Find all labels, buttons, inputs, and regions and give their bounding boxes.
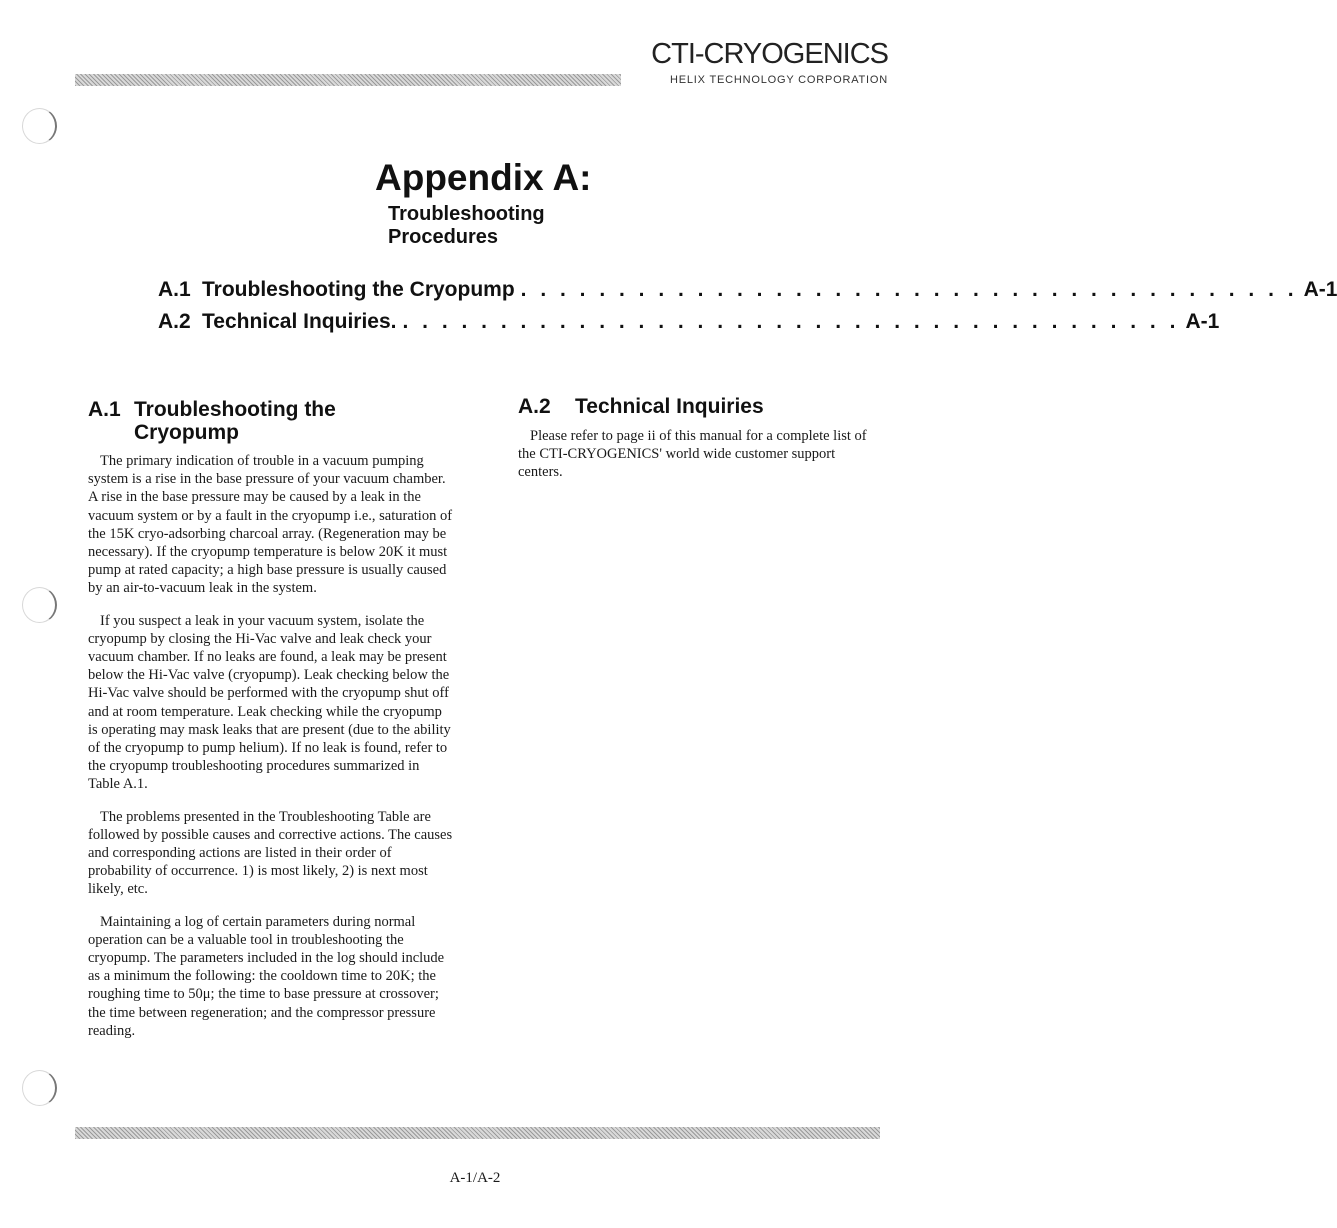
company-logo: CTI-CRYOGENICS: [651, 38, 888, 70]
section-a2: [518, 395, 883, 496]
toc-number: A.1: [158, 278, 191, 301]
toc-title: Technical Inquiries.: [202, 310, 397, 333]
paragraph: The primary indication of trouble in a vacuum pumping system is a rise in the base pressure of your vacuum chamber. A rise in the base pressure may be caused by a leak in the vacuum system or by a fault in the cryopump i.e., saturation of the 15K cryo-adsorbing charcoal array. (Regeneration may be necessary). If the cryopump temperature is below 20K it must pump at rated capacity; a high base pressure is usually caused by an air-to-vacuum leak in the system.: [88, 453, 453, 597]
section-number: A.2: [518, 395, 551, 418]
binder-hole-top: [22, 108, 57, 144]
binder-hole-middle: [22, 587, 57, 623]
company-tagline: HELIX TECHNOLOGY CORPORATION: [670, 74, 888, 86]
header-rule: [75, 74, 621, 86]
section-title-line2: Cryopump: [134, 421, 239, 444]
section-number: A.1: [88, 398, 121, 421]
section-a1-heading: [88, 398, 453, 444]
appendix-subtitle: [388, 203, 545, 249]
paragraph: If you suspect a leak in your vacuum system, isolate the cryopump by closing the Hi-Vac valve and leak check your vacuum chamber. If no leaks are found, a leak may be present below the Hi-Vac valve (cryopump). Leak checking below the Hi-Vac valve should be performed with the cryopump shut off and at room temperature. Leak checking while the cryopump is operating may mask leaks that are present (due to the ability of the cryopump to pump helium). If no leak is found, refer to the cryopump troubleshooting procedures summarized in Table A.1.: [88, 612, 451, 793]
toc-leader: . . . . . . . . . . . . . . . . . . . . . . . . . . . . . . . . . . . . . . . .: [402, 310, 1180, 333]
paragraph: The problems presented in the Troubleshooting Table are followed by possible causes and corrective actions. The causes and corresponding actions are listed in their order of probability of occurrence. 1) is most likely, 2) is next most likely, etc.: [88, 808, 453, 898]
appendix-title: Appendix A:: [375, 157, 592, 198]
toc-entry-a2[interactable]: [158, 310, 1220, 340]
toc-number: A.2: [158, 310, 191, 333]
section-a1-body: [88, 452, 453, 1040]
section-title: Technical Inquiries: [575, 395, 764, 418]
footer-rule: [75, 1127, 880, 1139]
section-a2-body: [518, 427, 883, 482]
section-a1: [88, 398, 453, 1054]
toc-entry-a1[interactable]: [158, 278, 1337, 308]
section-a2-heading: [518, 395, 883, 418]
page-number: A-1/A-2: [449, 1170, 501, 1186]
toc-page: A-1: [1303, 278, 1337, 301]
appendix-subtitle-line2: Procedures: [388, 226, 499, 248]
toc-title: Troubleshooting the Cryopump: [202, 278, 515, 301]
paragraph: Please refer to page ii of this manual for a complete list of the CTI-CRYOGENICS' world wide customer support centers.: [518, 428, 867, 481]
paragraph: Maintaining a log of certain parameters during normal operation can be a valuable tool in troubleshooting the cryopump. The parameters included in the log should include as a minimum the following: the cooldown time to 20K; the roughing time to 50μ; the time to base pressure at crossover; the time between regeneration; and the compressor pressure reading.: [88, 913, 445, 1039]
appendix-subtitle-line1: Troubleshooting: [388, 203, 545, 225]
section-title-line1: Troubleshooting the: [134, 398, 336, 421]
toc-page: A-1: [1185, 310, 1220, 333]
binder-hole-bottom: [22, 1070, 57, 1106]
toc-leader: . . . . . . . . . . . . . . . . . . . . . . . . . . . . . . . . . . . . . . . .: [520, 278, 1298, 301]
